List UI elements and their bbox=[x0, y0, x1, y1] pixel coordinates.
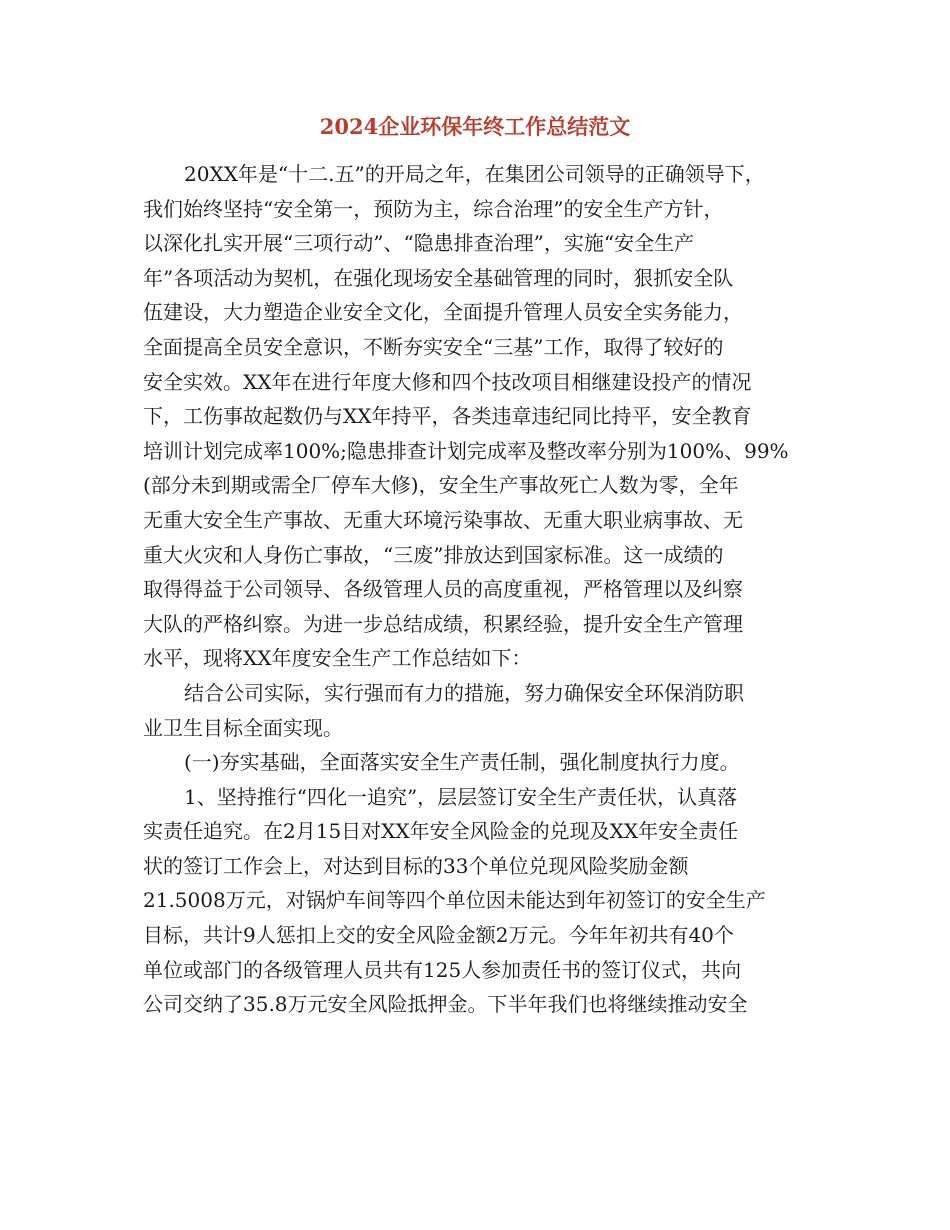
document-body bbox=[143, 157, 843, 1022]
body-line: 单位或部门的各级管理人员共有125人参加责任书的签订仪式，共向 bbox=[143, 957, 742, 982]
body-line: 全面提高全员安全意识，不断夯实安全“三基”工作，取得了较好的 bbox=[143, 334, 724, 359]
body-line: 公司交纳了35.8万元安全风险抵押金。下半年我们也将继续推动安全 bbox=[143, 992, 748, 1017]
body-line: 重大火灾和人身伤亡事故，“三废”排放达到国家标准。这一成绩的 bbox=[143, 542, 724, 567]
body-line: 目标，共计9人惩扣上交的安全风险金额2万元。今年年初共有40个 bbox=[143, 923, 734, 948]
document-title: 2024企业环保年终工作总结范文 bbox=[319, 114, 631, 139]
body-line: 下，工伤事故起数仍与XX年持平，各类违章违纪同比持平，安全教育 bbox=[143, 404, 752, 429]
body-line: (部分未到期或需全厂停车大修)，安全生产事故死亡人数为零，全年 bbox=[143, 473, 739, 498]
body-line: 无重大安全生产事故、无重大环境污染事故、无重大职业病事故、无 bbox=[143, 507, 743, 532]
body-line: 21.5008万元，对锅炉车间等四个单位因未能达到年初签订的安全生产 bbox=[143, 888, 766, 913]
body-line: 水平，现将XX年度安全生产工作总结如下： bbox=[143, 646, 532, 671]
body-line: 安全实效。XX年在进行年度大修和四个技改项目相继建设投产的情况 bbox=[143, 369, 752, 394]
body-line: 我们始终坚持“安全第一，预防为主，综合治理”的安全生产方针， bbox=[143, 196, 724, 221]
body-line: 大队的严格纠察。为进一步总结成绩，积累经验，提升安全生产管理 bbox=[143, 611, 743, 636]
body-line: 业卫生目标全面实现。 bbox=[143, 715, 343, 740]
body-line: 状的签订工作会上，对达到目标的33个单位兑现风险奖励金额 bbox=[143, 853, 689, 878]
body-line: 实责任追究。在2月15日对XX年安全风险金的兑现及XX年安全责任 bbox=[143, 819, 739, 844]
body-line: 取得得益于公司领导、各级管理人员的高度重视，严格管理以及纠察 bbox=[143, 577, 743, 602]
body-line: 结合公司实际，实行强而有力的措施，努力确保安全环保消防职 bbox=[184, 680, 744, 705]
body-line: 年”各项活动为契机，在强化现场安全基础管理的同时，狠抓安全队 bbox=[143, 265, 734, 290]
body-line: 伍建设，大力塑造企业安全文化，全面提升管理人员安全实务能力， bbox=[143, 300, 743, 325]
body-line: 20XX年是“十二.五”的开局之年，在集团公司领导的正确领导下， bbox=[184, 162, 765, 186]
body-line: 以深化扎实开展“三项行动”、“隐患排查治理”，实施“安全生产 bbox=[143, 231, 695, 256]
body-line: 培训计划完成率100%;隐患排查计划完成率及整改率分别为100%、99% bbox=[143, 438, 789, 463]
body-line: (一)夯实基础，全面落实安全生产责任制，强化制度执行力度。 bbox=[184, 750, 740, 775]
body-line: 1、坚持推行“四化一追究”，层层签订安全生产责任状，认真落 bbox=[184, 784, 738, 809]
